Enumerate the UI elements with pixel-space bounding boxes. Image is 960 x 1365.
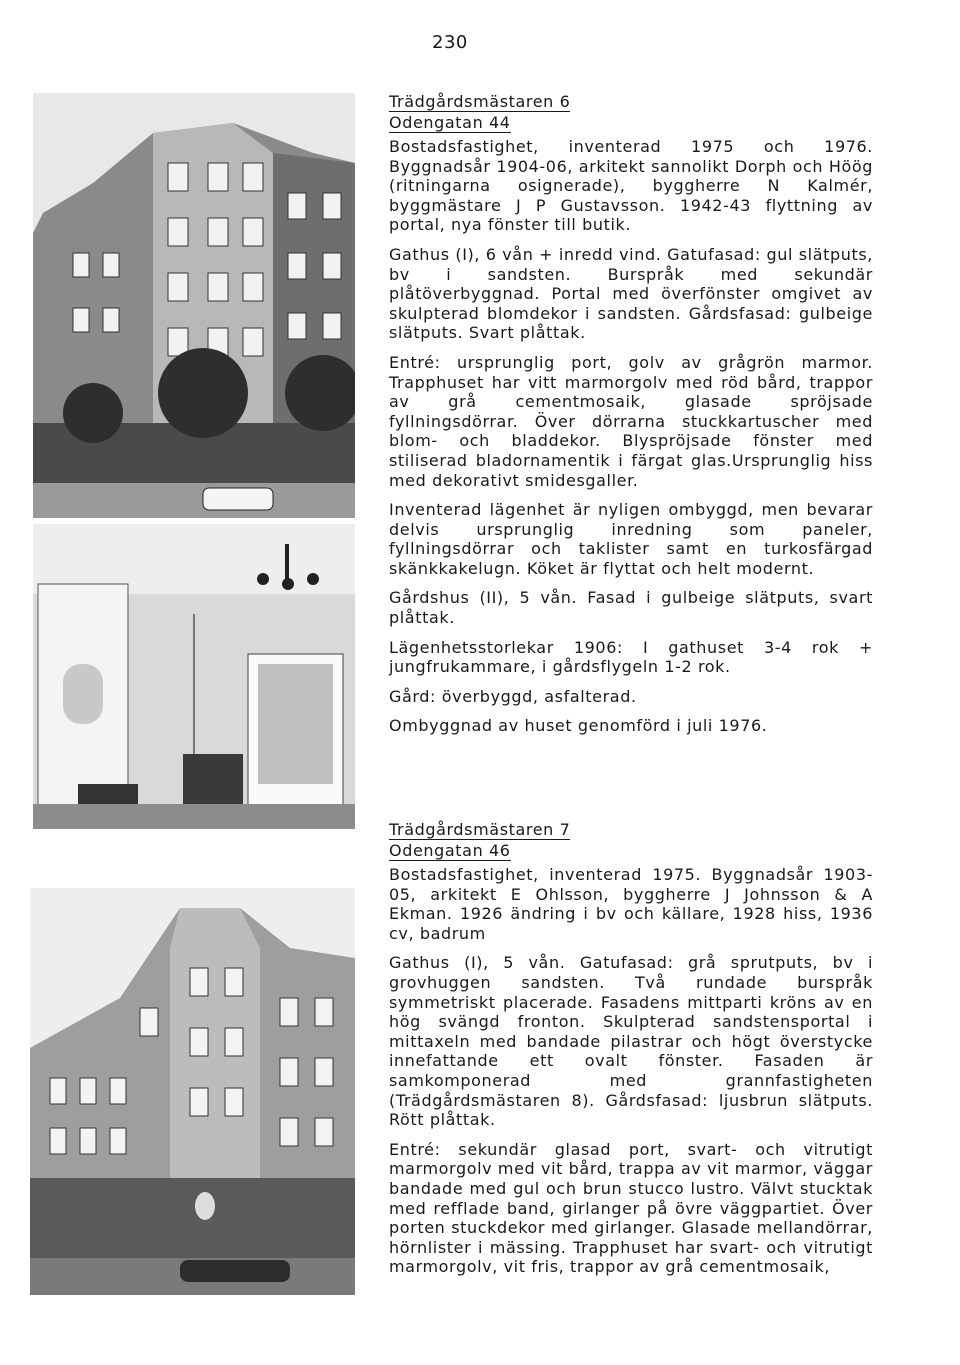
page-number: 230 — [432, 32, 468, 53]
property-address: Odengatan 44 — [389, 113, 511, 132]
paragraph: Entré: ursprunglig port, golv av grågrön marmor. Trapphuset har vitt marmorgolv med röd bård, trappor av grå cementmosaik, glasade spröjsade fyllningsdörrar. Över dörrarna stuckkartuscher med blom- och bladdekor. Blyspröjsade fönster med stiliserad bladornamentik i färgat glas.Ursprunglig hiss med dekorativt smidesgaller. — [389, 352, 873, 490]
paragraph: Bostadsfastighet, inventerad 1975. Byggnadsår 1903-05, arkitekt E Ohlsson, byggherre J Johnsson & A Ekman. 1926 ändring i bv och källare, 1928 hiss, 1936 cv, badrum — [389, 865, 873, 943]
facade-photo-odengatan-46 — [30, 888, 355, 1295]
facade-photo-odengatan-44 — [33, 93, 355, 518]
section-heading — [389, 820, 873, 861]
paragraph: Gathus (I), 6 vån + inredd vind. Gatufasad: gul slätputs, bv i sandsten. Burspråk med sekundär plåtöverbyggnad. Portal med överfönster omgivet av skulpterad blomdekor i sandsten. Gårdsfasad: gulbeige slätputs. Svart plåttak. — [389, 244, 873, 343]
paragraph: Lägenhetsstorlekar 1906: I gathuset 3-4 rok + jungfrukammare, i gårdsflygeln 1-2 rok. — [389, 637, 873, 677]
paragraph: Entré: sekundär glasad port, svart- och vitrutigt marmorgolv med vit bård, trappa av vit marmor, väggar bandade med gul och brun stucco lustro. Välvt stucktak med refflade band, girlanger på övre väggpartiet. Över porten stuckdekor med girlanger. Glasade mellandörrar, hörnlister i mässing. Trapphuset har svart- och vitrutigt marmorgolv, vit fris, trappor av grå cementmosaik, — [389, 1139, 873, 1277]
property-title: Trädgårdsmästaren 6 — [389, 92, 571, 111]
paragraph: Gathus (I), 5 vån. Gatufasad: grå sprutputs, bv i grovhuggen sandsten. Två rundade burspråk symmetriskt placerade. Fasadens mittparti kröns av en hög svängd fronton. Skulpterad sandstensportal i mittaxeln med bandade pilastrar och högt överstycke innefattande ett ovalt fönster. Fasaden är samkomponerad med grannfastigheten (Trädgårdsmästaren 8). Gårdsfasad: ljusbrun slätputs. Rött plåttak. — [389, 953, 873, 1130]
property-address: Odengatan 46 — [389, 841, 511, 860]
section-traedgardsmastaren-7 — [389, 820, 873, 1287]
section-traedgardsmastaren-6 — [389, 92, 873, 746]
paragraph: Inventerad lägenhet är nyligen ombyggd, men bevarar delvis ursprunglig inredning som paneler, fyllningsdörrar och taklister samt en turkosfärgad skänkkakelugn. Köket är flyttat och helt modernt. — [389, 500, 873, 578]
property-title: Trädgårdsmästaren 7 — [389, 820, 571, 839]
section-heading — [389, 92, 873, 133]
paragraph: Ombyggnad av huset genomförd i juli 1976. — [389, 716, 768, 736]
interior-photo-odengatan-44 — [33, 524, 355, 829]
paragraph: Gård: överbyggd, asfalterad. — [389, 686, 637, 706]
paragraph: Gårdshus (II), 5 vån. Fasad i gulbeige slätputs, svart plåttak. — [389, 588, 873, 628]
paragraph: Bostadsfastighet, inventerad 1975 och 1976. Byggnadsår 1904-06, arkitekt sannolikt Dorph och Höög (ritningarna osignerade), byggherre N Kalmér, byggmästare J P Gustavsson. 1942-43 flyttning av portal, nya fönster till butik. — [389, 137, 873, 235]
